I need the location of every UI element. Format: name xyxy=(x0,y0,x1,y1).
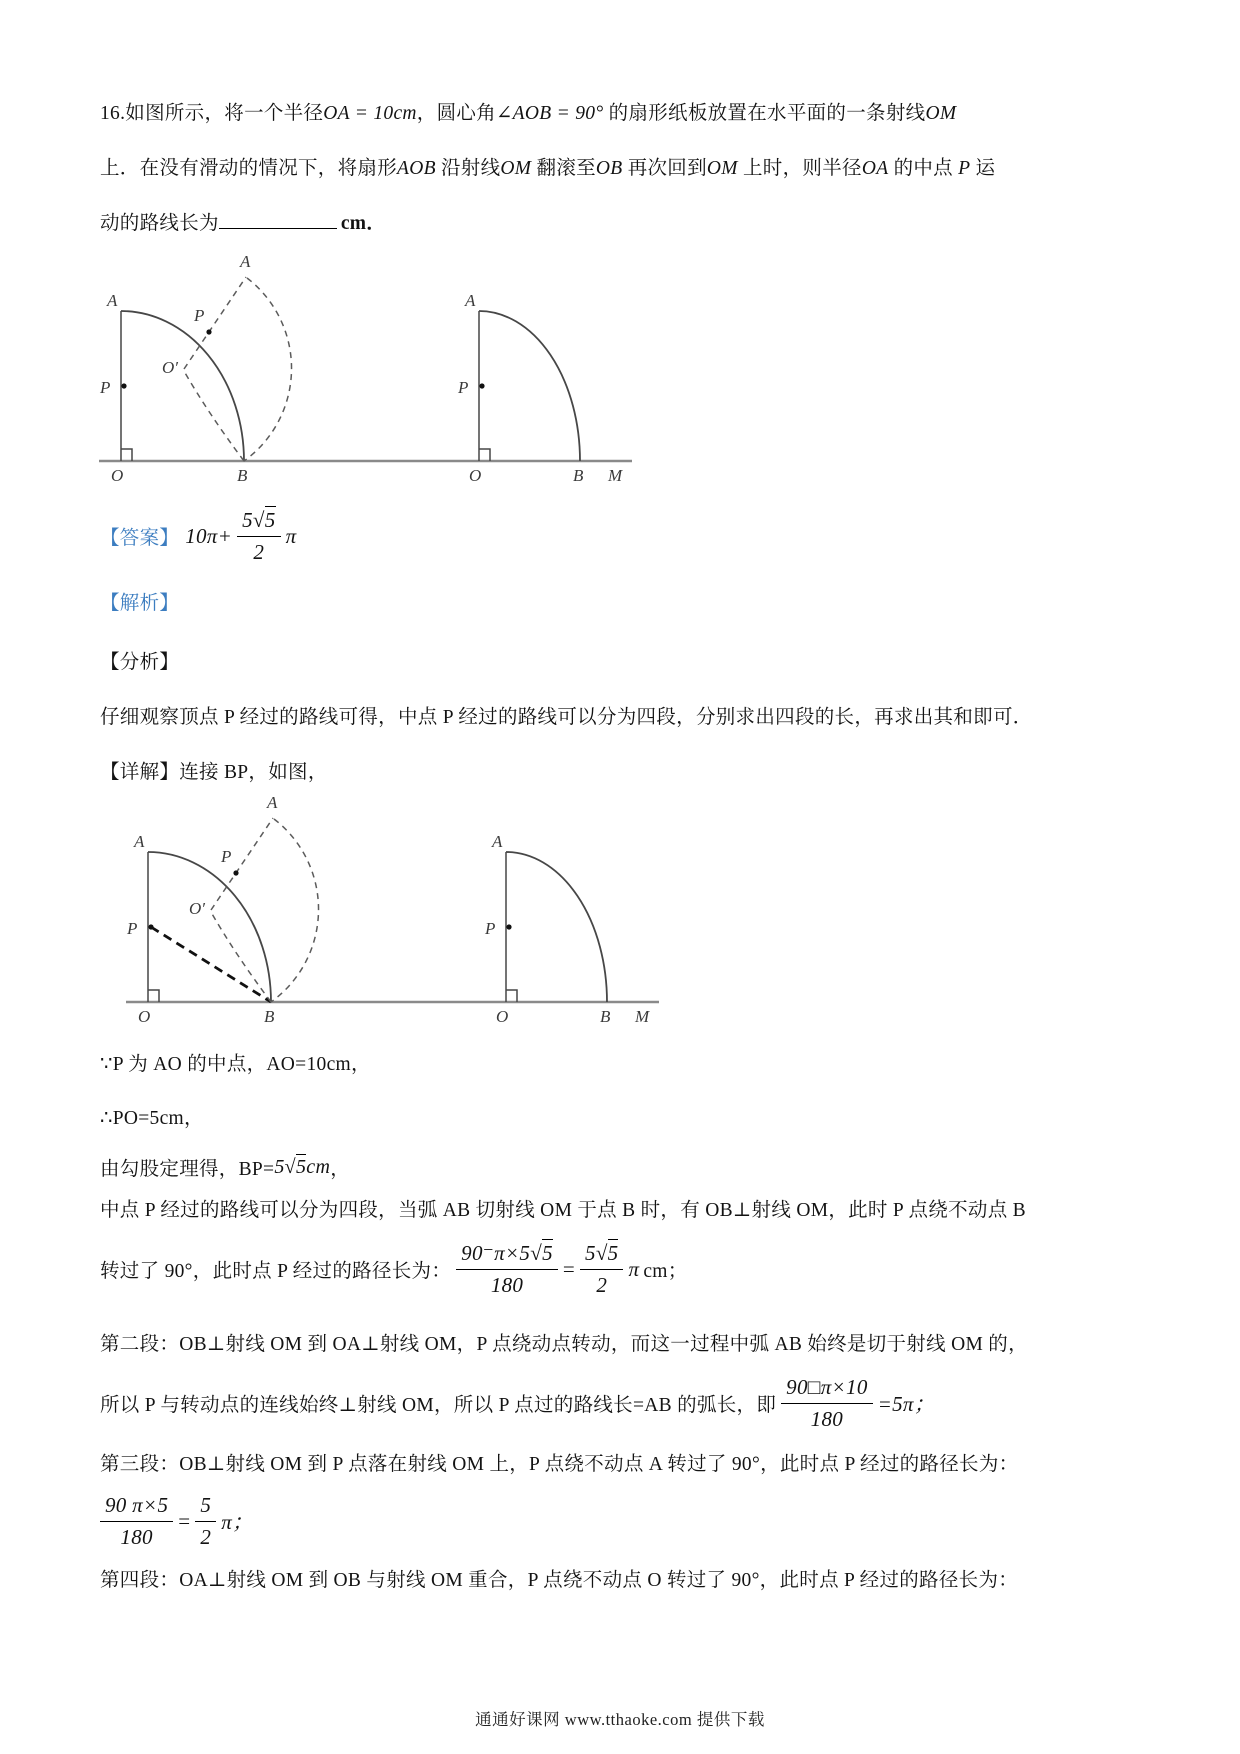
fraction: $\frac{90 \pi\times 5}{180}$ xyxy=(100,1492,173,1550)
fraction: $\frac{90^-\pi\times 5√5}{180}$ xyxy=(456,1240,558,1298)
arc-AB-end xyxy=(479,311,580,461)
point-P-dot-end xyxy=(479,383,484,388)
point-P-dot xyxy=(121,383,126,388)
label-A-end: A xyxy=(465,291,476,310)
sqrt-sign: √ xyxy=(595,1241,608,1266)
label-O-prime: O′ xyxy=(189,899,205,918)
label-B: B xyxy=(237,466,248,485)
fraction: $\frac{5}{2}$ xyxy=(195,1492,216,1550)
arc-AB xyxy=(121,311,244,461)
detail-line: 【详解】连接 BP，如图， xyxy=(100,762,328,783)
label-O-end: O xyxy=(496,1007,509,1026)
label-O-end: O xyxy=(469,466,482,485)
answer-row: 【答案】 10π+ $\frac{5√5}{2}$ π xyxy=(100,508,297,564)
document-content xyxy=(100,86,1148,1594)
label-A-rotated: A xyxy=(240,252,251,271)
label-A-end: A xyxy=(492,832,503,851)
segment-3-text: 第三段：OB⊥射线 OM 到 P 点落在射线 OM 上，P 点绕不动点 A 转过了 90°，此时点 P 经过的路径长为： xyxy=(100,1454,1019,1475)
label-B-end: B xyxy=(600,1007,611,1026)
step-premise-1: ∵P 为 AO 的中点，AO=10cm， xyxy=(100,1054,371,1075)
label-O: O xyxy=(111,466,124,485)
segment-1-text: 中点 P 经过的路线可以分为四段，当弧 AB 切射线 OM 于点 B 时，有 OB⊥射线 OM，此时 P 点绕不动点 B xyxy=(100,1200,1026,1221)
section-label-detail: 【详解】 xyxy=(100,762,180,783)
sqrt-sign: √ xyxy=(252,508,265,533)
question-line-2: 上．在没有滑动的情况下，将扇形AOB 沿射线OM 翻滚至OB 再次回到OM 上时，则半径OA 的中点 P 运 xyxy=(100,158,996,179)
figure-rolling-sector-start xyxy=(96,251,646,489)
arc-AB xyxy=(148,852,271,1002)
label-P: P xyxy=(127,919,138,938)
rotated-arc-AB-dashed xyxy=(244,278,292,461)
rotated-radius-OB-dashed xyxy=(184,371,244,461)
answer-fraction: $\frac{5√5}{2}$ xyxy=(237,507,280,565)
fraction: $\frac{5√5}{2}$ xyxy=(580,1240,623,1298)
right-angle-mark xyxy=(121,449,132,461)
site-footer: 通通好课网 www.tthaoke.com 提供下载 xyxy=(475,1710,765,1729)
right-angle-mark-end xyxy=(479,449,490,461)
segment-4-text: 第四段：OA⊥射线 OM 到 OB 与射线 OM 重合，P 点绕不动点 O 转过了 90°，此时点 P 经过的路径长为： xyxy=(100,1570,1019,1591)
question-text: 16.如图所示，将一个半径 xyxy=(100,103,324,124)
rotated-point-P-dot xyxy=(206,329,211,334)
segment-PB-dashed xyxy=(151,927,271,1002)
sqrt-sign: √ xyxy=(284,1155,296,1178)
label-M: M xyxy=(635,1007,650,1026)
label-B: B xyxy=(264,1007,275,1026)
label-O: O xyxy=(138,1007,151,1026)
question-line-3: 动的路线长为 cm． xyxy=(100,196,1148,251)
label-P: P xyxy=(100,378,111,397)
arc-AB-end xyxy=(506,852,607,1002)
label-A-rotated: A xyxy=(267,793,278,812)
fenxi-text: 仔细观察顶点 P 经过的路线可得，中点 P 经过的路线可以分为四段，分别求出四段的长，再求出其和即可． xyxy=(100,707,1033,728)
label-P-rotated: P xyxy=(194,306,205,325)
label-A: A xyxy=(134,832,145,851)
rotated-point-P-dot xyxy=(233,870,238,875)
answer-blank-line xyxy=(219,208,337,229)
rotated-arc-AB-dashed xyxy=(271,819,319,1002)
label-B-end: B xyxy=(573,466,584,485)
step-premise-2: ∴PO=5cm， xyxy=(100,1108,204,1129)
segment-2-formula: 所以 P 与转动点的连线始终⊥射线 OM，所以 P 点过的路线长=AB 的弧长，即 $\frac{90□\pi\times 10}{180}$ =5π； xyxy=(100,1375,936,1431)
question-line-1: 16.如图所示，将一个半径OA = 10cm，圆心角∠AOB = 90° 的扇形纸板放置在水平面的一条射线OM xyxy=(100,103,957,124)
label-M: M xyxy=(608,466,623,485)
label-O-prime: O′ xyxy=(162,358,178,377)
fraction: $\frac{90□\pi\times 10}{180}$ xyxy=(781,1374,872,1432)
segment-3-formula: $\frac{90 \pi\times 5}{180}$ = $\frac{5}{2}$ π； xyxy=(100,1484,1148,1558)
right-angle-mark xyxy=(148,990,159,1002)
segment-2-text: 第二段：OB⊥射线 OM 到 OA⊥射线 OM，P 点绕动点转动，而这一过程中弧 AB 始终是切于射线 OM 的， xyxy=(100,1334,1028,1355)
section-label-fenxi: 【分析】 xyxy=(100,652,180,673)
segment-1-formula: 转过了 90°，此时点 P 经过的路径长为： $\frac{90^-\pi\times 5√5}{180}$ = $\frac{5√5}{2}$ π cm； xyxy=(100,1241,688,1297)
point-P-dot-end xyxy=(506,924,511,929)
label-P-end: P xyxy=(485,919,496,938)
answer-label: 【答案】 xyxy=(100,528,180,549)
right-angle-mark-end xyxy=(506,990,517,1002)
section-label-jiexi: 【解析】 xyxy=(100,593,180,614)
label-P-end: P xyxy=(458,378,469,397)
rotated-radius-OB-dashed xyxy=(211,912,271,1002)
step-bp-value: 由勾股定理得，BP= 5√5cm ， xyxy=(100,1155,350,1180)
label-A: A xyxy=(107,291,118,310)
figure-rolling-sector-with-BP xyxy=(123,792,673,1030)
sqrt-sign: √ xyxy=(530,1241,543,1266)
label-P-rotated: P xyxy=(221,847,232,866)
